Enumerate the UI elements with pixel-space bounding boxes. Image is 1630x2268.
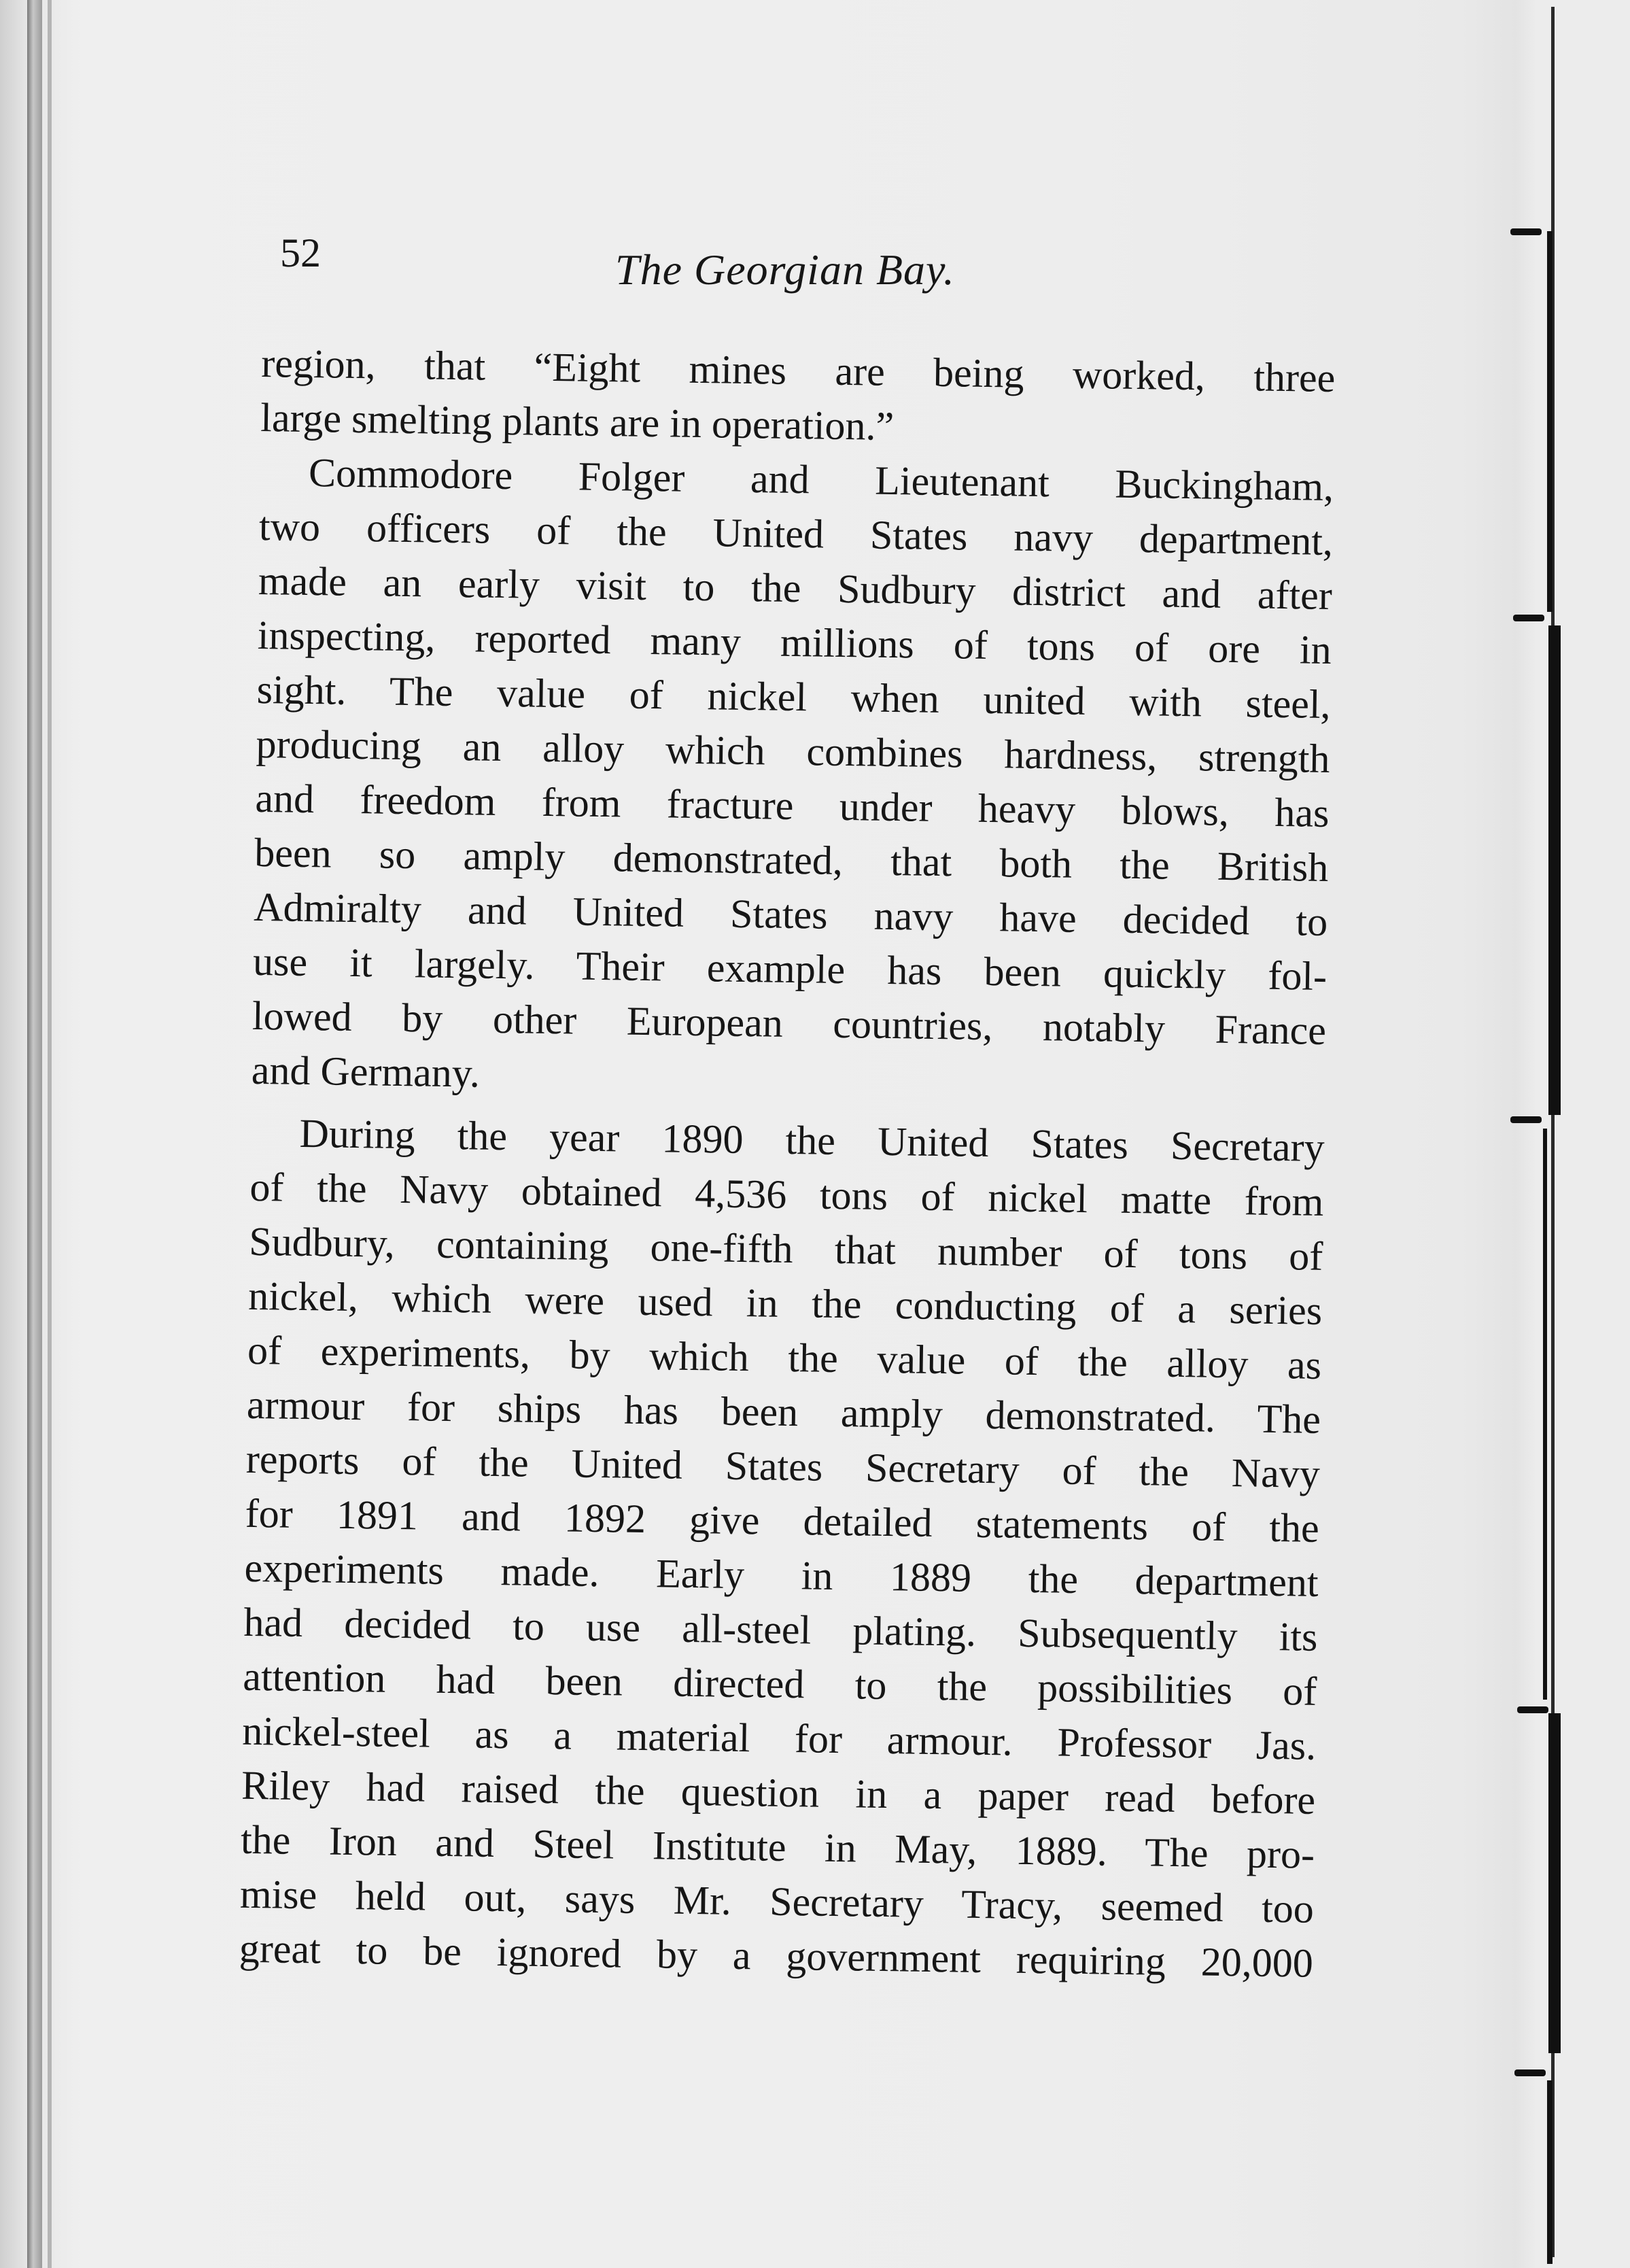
text-line: use it largely. Their example has been quickly fol- <box>252 938 1328 999</box>
binding-stitch <box>1547 2080 1553 2264</box>
text-line: great to be ignored by a government requiring 20,000 <box>239 1925 1314 1986</box>
text-line: made an early visit to the Sudbury district and after <box>258 557 1333 619</box>
text-line: and Germany. <box>251 1047 481 1096</box>
text-line: inspecting, reported many millions of tons of ore in <box>257 612 1332 673</box>
stitch-knot <box>1510 228 1542 235</box>
text-line: nickel-steel as a material for armour. Professor Jas. <box>241 1708 1317 1768</box>
text-line: Commodore Folger and Lieutenant Buckingham, <box>308 449 1334 510</box>
binding-edge <box>27 0 42 2268</box>
text-line: had decided to use all-steel plating. Subsequently its <box>243 1599 1318 1660</box>
text-line: of experiments, by which the value of the alloy as <box>247 1327 1322 1388</box>
text-line: the Iron and Steel Institute in May, 1889. The pro- <box>240 1817 1315 1877</box>
text-line: of the Navy obtained 4,536 tons of nickel matte from <box>249 1164 1324 1224</box>
text-line: sight. The value of nickel when united with steel, <box>256 666 1332 727</box>
body-text <box>239 336 1336 1991</box>
stitch-knot <box>1514 2069 1546 2076</box>
text-line: experiments made. Early in 1889 the department <box>244 1545 1319 1605</box>
text-line: lowed by other European countries, notably France <box>252 993 1327 1053</box>
text-line: During the year 1890 the United States Secretary <box>299 1110 1325 1170</box>
text-line: armour for ships has been amply demonstrated. The <box>246 1381 1321 1442</box>
running-head: The Georgian Bay. <box>615 245 955 294</box>
text-line: two officers of the United States navy department, <box>258 503 1334 564</box>
page-number: 52 <box>280 230 321 275</box>
text-line: and freedom from fracture under heavy blows, has <box>255 775 1330 836</box>
text-line: large smelting plants are in operation.” <box>260 394 895 449</box>
text-line: Admiralty and United States navy have decided to <box>253 884 1328 944</box>
text-line: region, that “Eight mines are being worked, three <box>260 340 1336 401</box>
stitch-knot <box>1513 615 1544 621</box>
text-line: mise held out, says Mr. Secretary Tracy, seemed too <box>239 1871 1315 1931</box>
binding-stitch <box>1543 1129 1547 1700</box>
text-line: for 1891 and 1892 give detailed statements of the <box>245 1490 1320 1551</box>
text-line: Sudbury, containing one-fifth that number of tons of <box>248 1218 1323 1279</box>
binding-stitch <box>1548 625 1561 1115</box>
text-line: Riley had raised the question in a paper read before <box>241 1762 1316 1823</box>
text-line: attention had been directed to the possibilities of <box>243 1653 1317 1714</box>
binding-edge-inner <box>48 0 52 2268</box>
text-line: been so amply demonstrated, that both the British <box>254 829 1329 890</box>
text-line: reports of the United States Secretary of the Navy <box>245 1436 1321 1496</box>
binding-stitch <box>1548 1713 1561 2053</box>
binding-stitch <box>1547 231 1553 612</box>
stitch-knot <box>1510 1116 1542 1123</box>
text-line: producing an alloy which combines hardness, strength <box>256 721 1330 781</box>
stitch-knot <box>1517 1706 1548 1713</box>
text-line: nickel, which were used in the conducting of a series <box>247 1273 1323 1333</box>
